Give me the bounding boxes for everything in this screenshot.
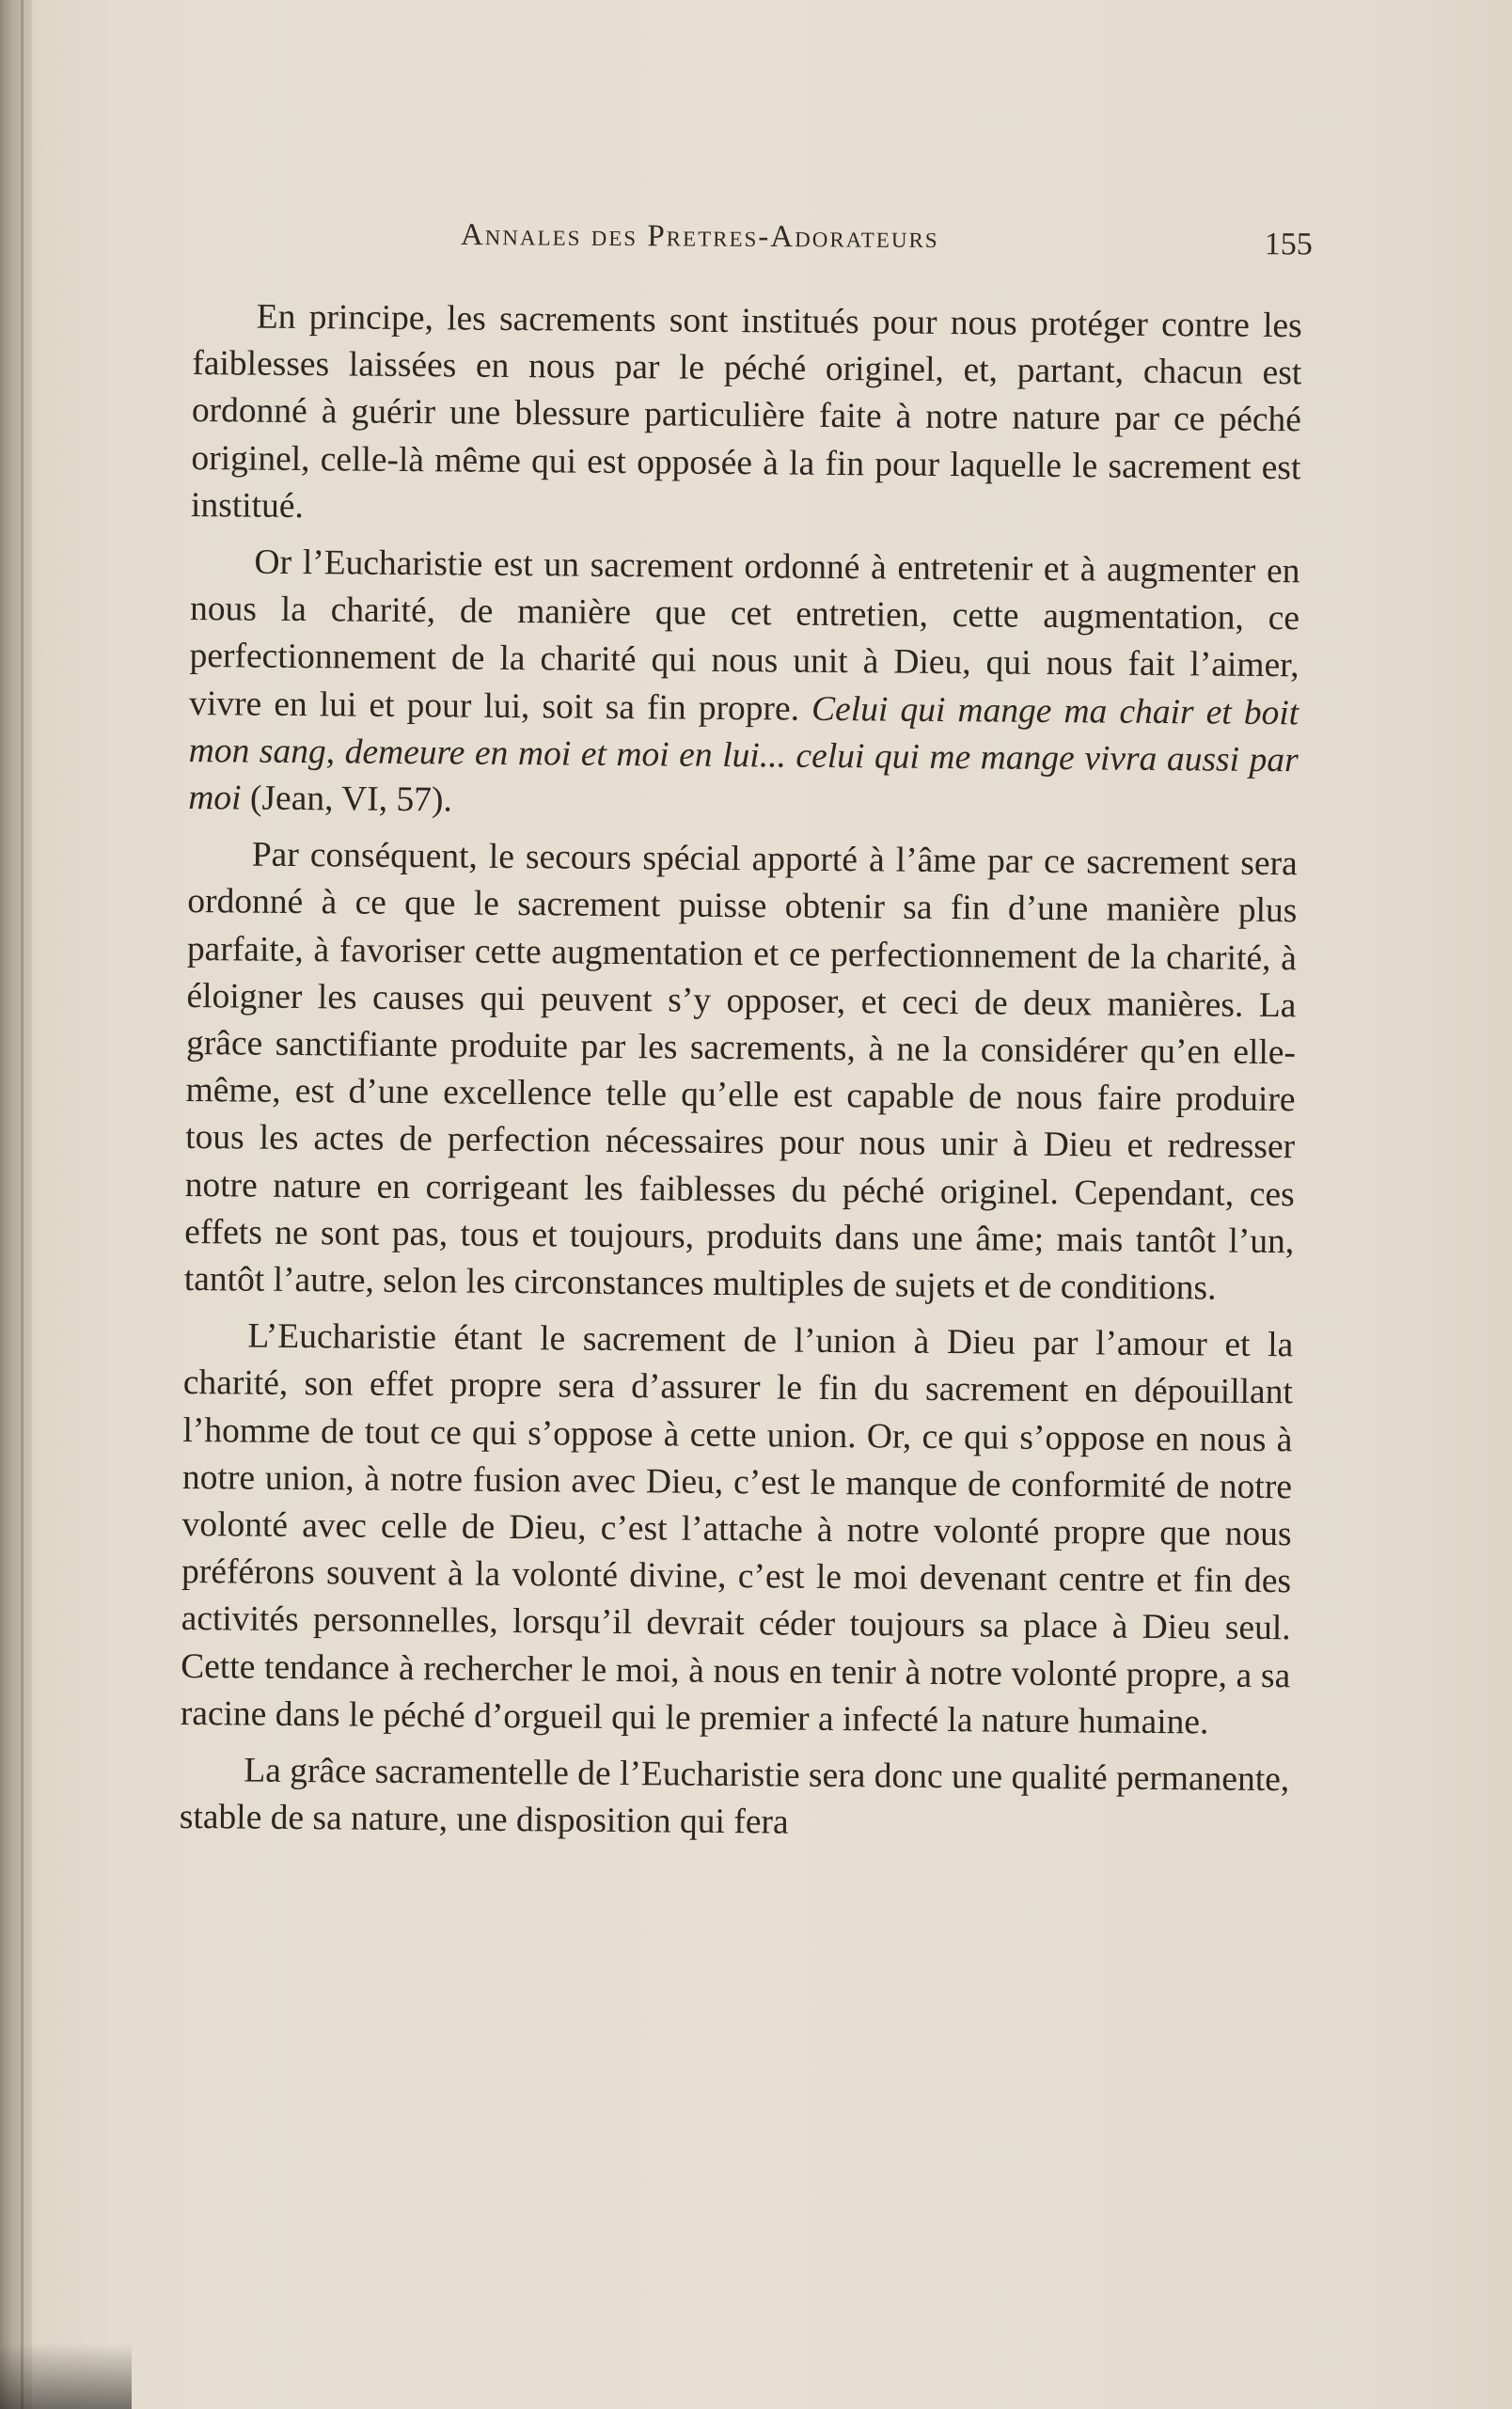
paragraph-2 [188, 539, 1300, 832]
paragraph-2-text: Or l’Eucharistie est un sacrement ordonné à entretenir et à augmenter en nous la charité, de manière que cet entretien, cette augmentation, ce perfectionnement de la charité qui nous unit à Dieu, qui nous fait l’aimer, vivre en lui et pour lui, soit sa fin propre. [189, 543, 1300, 729]
scripture-quote: Celui qui mange ma chair et boit mon sang, demeure en moi et moi en lui... celui qui me mange vivra aussi par moi [188, 689, 1299, 818]
corner-shadow [0, 2343, 132, 2409]
scripture-reference: (Jean, VI, 57). [241, 779, 452, 820]
paragraph-5: La grâce sacramentelle de l’Eucharistie sera donc une qualité permanente, stable de sa nature, une disposition qui fera [179, 1751, 1290, 1842]
running-head: Annales des Pretres-Adorateurs [460, 218, 939, 256]
paragraph-3: Par conséquent, le secours spécial apporté à l’âme par ce sacrement sera ordonné à ce que le sacrement puisse obtenir sa fin d’une manière plus parfaite, à favoriser cette augmentation et ce perfectionnement de la charité, à éloigner les causes qui peuvent s’y opposer, et ceci de deux manières. La grâce sanctifiante produite par les sacrements, à ne la considérer qu’en elle-même, est d’une excellence telle qu’elle est capable de nous faire produire tous les actes de perfection nécessaires pour nous unir à Dieu et redresser notre nature en corrigeant les faiblesses du péché originel. Cependant, ces effets ne sont pas, tous et toujours, produits dans une âme; mais tantôt l’un, tantôt l’autre, selon les circonstances multiples de sujets et de conditions. [183, 835, 1298, 1308]
page-header [461, 218, 1316, 271]
paragraph-4: L’Eucharistie étant le sacrement de l’union à Dieu par l’amour et la charité, son effet propre sera d’assurer le fin du sacrement en dépouillant l’homme de tout ce qui s’oppose à cette union. Or, ce qui s’oppose en nous à notre union, à notre fusion avec Dieu, c’est le manque de conformité de notre volonté avec celle de Dieu, c’est l’attache à notre volonté propre que nous préférons souvent à la volonté divine, c’est le moi devenant centre et fin des activités personnelles, lorsqu’il devrait céder toujours sa place à Dieu seul. Cette tendance à rechercher le moi, à nous en tenir à notre volonté propre, a sa racine dans le péché d’orgueil qui le premier a infecté la nature humaine. [180, 1316, 1294, 1742]
book-spine [0, 0, 32, 2409]
paragraph-1: En principe, les sacrements sont institués pour nous protéger contre les faiblesses laissées en nous par le péché originel, et, partant, chacun est ordonné à guérir une blessure particulière faite à notre nature par ce péché originel, celle-là même qui est opposée à la fin pour laquelle le sacrement est institué. [190, 297, 1302, 526]
spine-edge-line [21, 0, 24, 2409]
page-number: 155 [1264, 227, 1313, 262]
body-text [180, 293, 1302, 1861]
